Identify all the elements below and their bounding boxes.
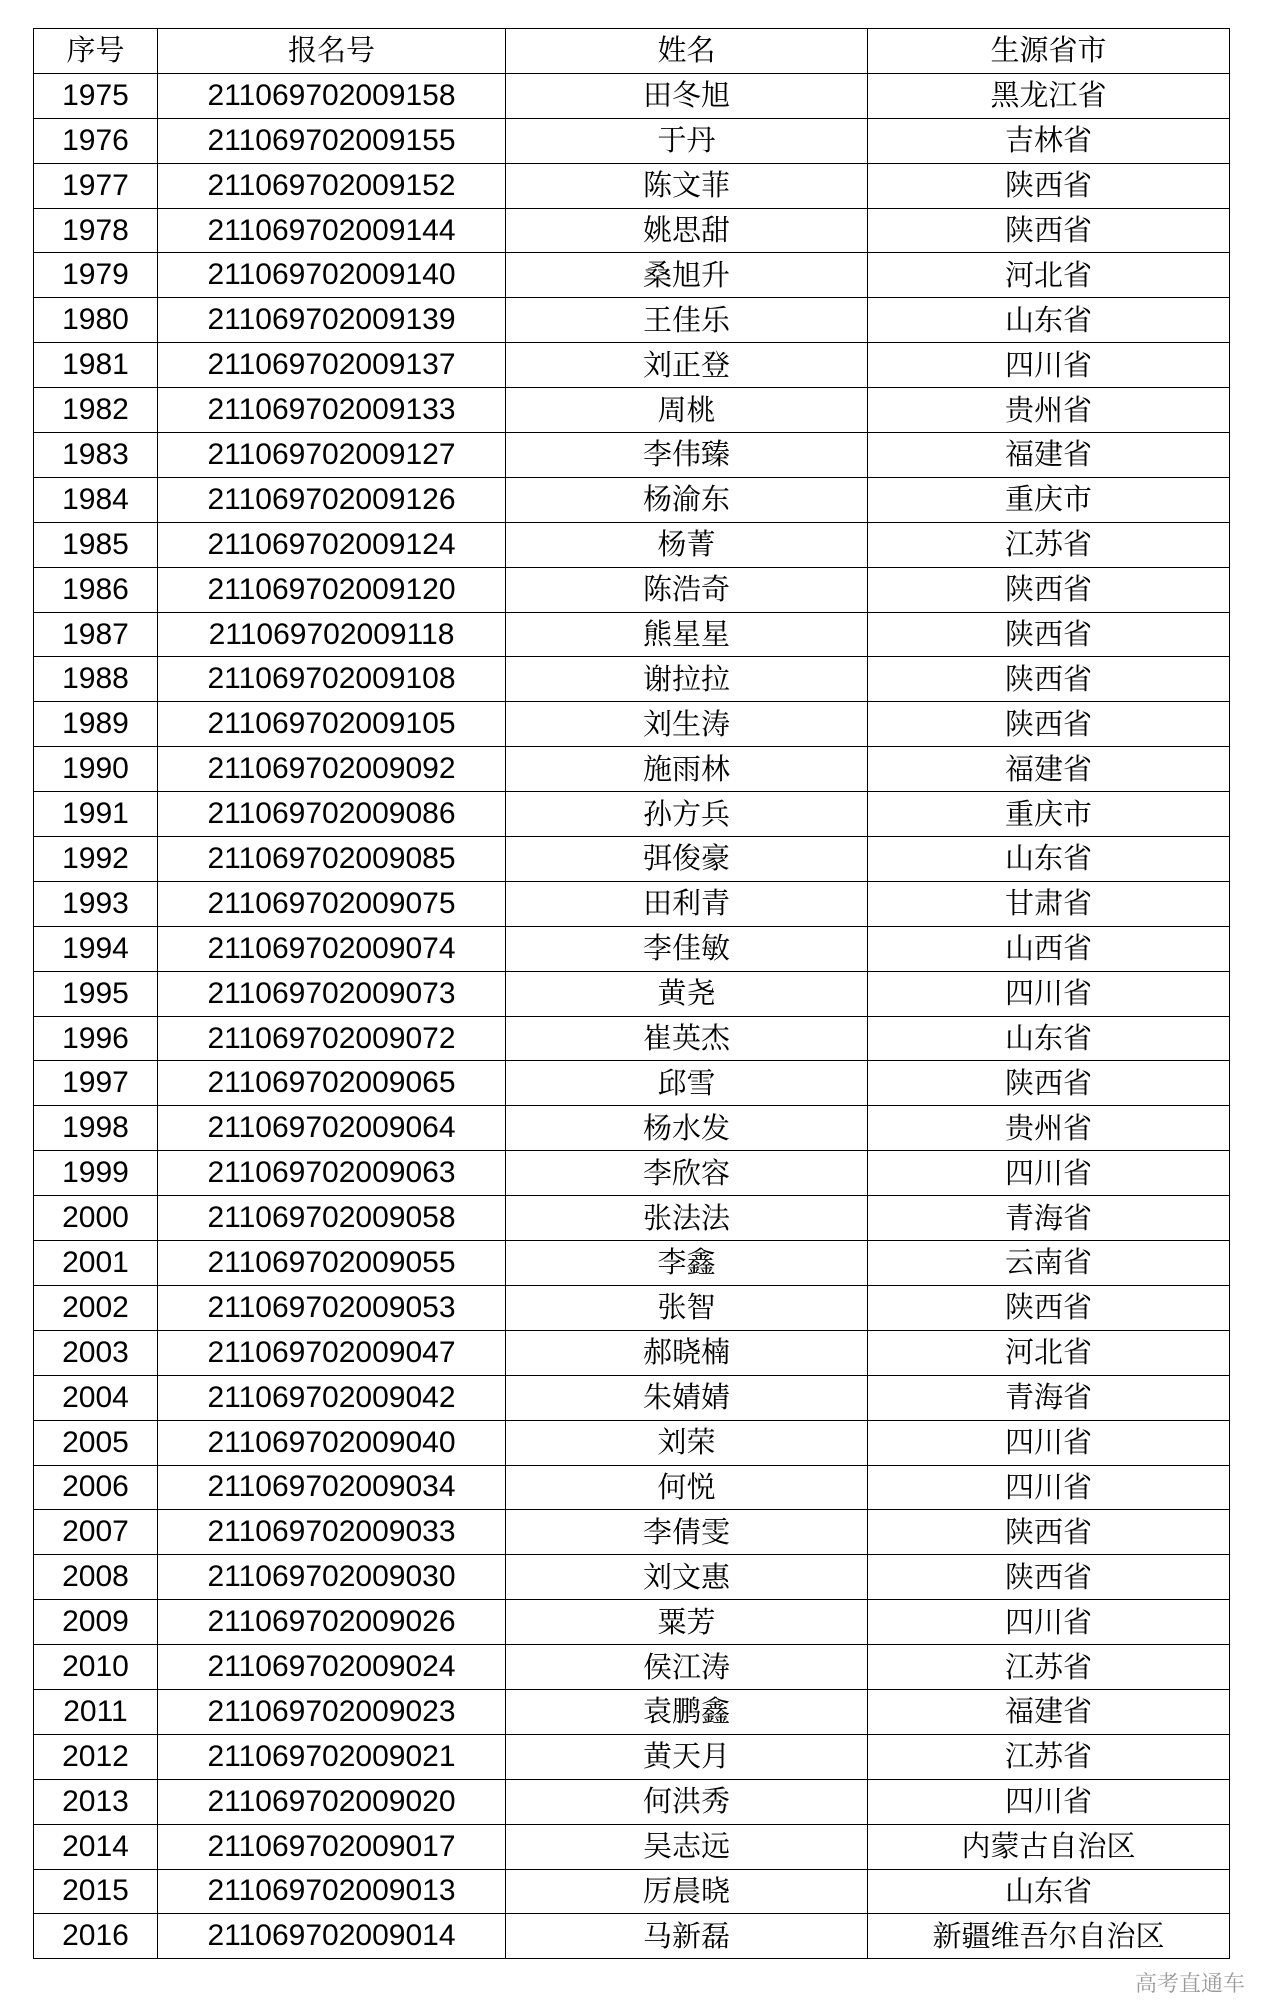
serial-cell: 1975 — [34, 73, 158, 118]
province-cell: 山东省 — [868, 298, 1230, 343]
serial-cell: 1996 — [34, 1016, 158, 1061]
province-cell: 陕西省 — [868, 208, 1230, 253]
registration-number-cell: 211069702009026 — [158, 1600, 506, 1645]
serial-cell: 1981 — [34, 343, 158, 388]
province-cell: 新疆维吾尔自治区 — [868, 1914, 1230, 1959]
serial-cell: 1999 — [34, 1151, 158, 1196]
table-row — [34, 1330, 1230, 1375]
serial-cell: 1997 — [34, 1061, 158, 1106]
name-cell: 马新磊 — [506, 1914, 868, 1959]
province-cell: 江苏省 — [868, 1734, 1230, 1779]
name-cell: 田冬旭 — [506, 73, 868, 118]
table-row — [34, 1241, 1230, 1286]
name-cell: 李鑫 — [506, 1241, 868, 1286]
province-cell: 四川省 — [868, 1465, 1230, 1510]
registration-number-cell: 211069702009030 — [158, 1555, 506, 1600]
table-row — [34, 522, 1230, 567]
serial-cell: 1979 — [34, 253, 158, 298]
serial-cell: 2012 — [34, 1734, 158, 1779]
province-cell: 青海省 — [868, 1196, 1230, 1241]
table-row — [34, 1555, 1230, 1600]
serial-cell: 2004 — [34, 1375, 158, 1420]
table-row — [34, 477, 1230, 522]
serial-cell: 2003 — [34, 1330, 158, 1375]
serial-cell: 1988 — [34, 657, 158, 702]
province-cell: 陕西省 — [868, 1285, 1230, 1330]
name-cell: 李伟臻 — [506, 433, 868, 478]
province-cell: 河北省 — [868, 253, 1230, 298]
serial-cell: 2009 — [34, 1600, 158, 1645]
province-cell: 四川省 — [868, 1779, 1230, 1824]
serial-cell: 1993 — [34, 881, 158, 926]
table-row — [34, 1151, 1230, 1196]
name-cell: 黄尧 — [506, 971, 868, 1016]
province-cell: 云南省 — [868, 1241, 1230, 1286]
registration-number-cell: 211069702009152 — [158, 163, 506, 208]
header-serial: 序号 — [34, 29, 158, 74]
province-cell: 陕西省 — [868, 1555, 1230, 1600]
registration-number-cell: 211069702009140 — [158, 253, 506, 298]
name-cell: 邱雪 — [506, 1061, 868, 1106]
province-cell: 山西省 — [868, 926, 1230, 971]
registration-number-cell: 211069702009033 — [158, 1510, 506, 1555]
serial-cell: 1986 — [34, 567, 158, 612]
province-cell: 重庆市 — [868, 477, 1230, 522]
name-cell: 刘正登 — [506, 343, 868, 388]
registration-number-cell: 211069702009126 — [158, 477, 506, 522]
registration-number-cell: 211069702009055 — [158, 1241, 506, 1286]
table-row — [34, 926, 1230, 971]
registration-number-cell: 211069702009120 — [158, 567, 506, 612]
table-row — [34, 343, 1230, 388]
registration-number-cell: 211069702009075 — [158, 881, 506, 926]
table-header-row — [34, 29, 1230, 74]
province-cell: 贵州省 — [868, 1106, 1230, 1151]
registration-number-cell: 211069702009074 — [158, 926, 506, 971]
name-cell: 张法法 — [506, 1196, 868, 1241]
name-cell: 姚思甜 — [506, 208, 868, 253]
province-cell: 福建省 — [868, 433, 1230, 478]
table-row — [34, 1824, 1230, 1869]
table-body — [34, 73, 1230, 1958]
name-cell: 熊星星 — [506, 612, 868, 657]
province-cell: 重庆市 — [868, 792, 1230, 837]
table-row — [34, 837, 1230, 882]
registration-number-cell: 211069702009065 — [158, 1061, 506, 1106]
registration-number-cell: 211069702009072 — [158, 1016, 506, 1061]
registration-number-cell: 211069702009105 — [158, 702, 506, 747]
province-cell: 贵州省 — [868, 388, 1230, 433]
name-cell: 袁鹏鑫 — [506, 1689, 868, 1734]
province-cell: 甘肃省 — [868, 881, 1230, 926]
table-row — [34, 73, 1230, 118]
admission-list-table — [33, 28, 1230, 1959]
header-registration-number: 报名号 — [158, 29, 506, 74]
serial-cell: 1987 — [34, 612, 158, 657]
province-cell: 四川省 — [868, 971, 1230, 1016]
province-cell: 四川省 — [868, 1420, 1230, 1465]
table-row — [34, 1061, 1230, 1106]
table-row — [34, 1689, 1230, 1734]
province-cell: 四川省 — [868, 343, 1230, 388]
registration-number-cell: 211069702009086 — [158, 792, 506, 837]
name-cell: 王佳乐 — [506, 298, 868, 343]
province-cell: 黑龙江省 — [868, 73, 1230, 118]
serial-cell: 1985 — [34, 522, 158, 567]
serial-cell: 2006 — [34, 1465, 158, 1510]
registration-number-cell: 211069702009124 — [158, 522, 506, 567]
table-row — [34, 567, 1230, 612]
serial-cell: 1994 — [34, 926, 158, 971]
serial-cell: 2010 — [34, 1645, 158, 1690]
table-row — [34, 792, 1230, 837]
table-row — [34, 163, 1230, 208]
name-cell: 李欣容 — [506, 1151, 868, 1196]
table-row — [34, 747, 1230, 792]
serial-cell: 2016 — [34, 1914, 158, 1959]
province-cell: 四川省 — [868, 1600, 1230, 1645]
name-cell: 粟芳 — [506, 1600, 868, 1645]
registration-number-cell: 211069702009063 — [158, 1151, 506, 1196]
name-cell: 杨菁 — [506, 522, 868, 567]
table-row — [34, 971, 1230, 1016]
province-cell: 江苏省 — [868, 522, 1230, 567]
name-cell: 杨渝东 — [506, 477, 868, 522]
serial-cell: 1989 — [34, 702, 158, 747]
serial-cell: 2014 — [34, 1824, 158, 1869]
serial-cell: 1991 — [34, 792, 158, 837]
name-cell: 陈浩奇 — [506, 567, 868, 612]
serial-cell: 1984 — [34, 477, 158, 522]
serial-cell: 1992 — [34, 837, 158, 882]
registration-number-cell: 211069702009042 — [158, 1375, 506, 1420]
registration-number-cell: 211069702009023 — [158, 1689, 506, 1734]
province-cell: 陕西省 — [868, 1510, 1230, 1555]
registration-number-cell: 211069702009020 — [158, 1779, 506, 1824]
registration-number-cell: 211069702009034 — [158, 1465, 506, 1510]
province-cell: 山东省 — [868, 1869, 1230, 1914]
name-cell: 周桃 — [506, 388, 868, 433]
name-cell: 刘荣 — [506, 1420, 868, 1465]
name-cell: 厉晨晓 — [506, 1869, 868, 1914]
header-province: 生源省市 — [868, 29, 1230, 74]
serial-cell: 2000 — [34, 1196, 158, 1241]
table-row — [34, 1914, 1230, 1959]
table-row — [34, 1869, 1230, 1914]
table-row — [34, 702, 1230, 747]
name-cell: 郝晓楠 — [506, 1330, 868, 1375]
registration-number-cell: 211069702009118 — [158, 612, 506, 657]
header-name: 姓名 — [506, 29, 868, 74]
serial-cell: 1980 — [34, 298, 158, 343]
name-cell: 陈文菲 — [506, 163, 868, 208]
serial-cell: 1983 — [34, 433, 158, 478]
province-cell: 山东省 — [868, 837, 1230, 882]
registration-number-cell: 211069702009073 — [158, 971, 506, 1016]
table-row — [34, 388, 1230, 433]
serial-cell: 2007 — [34, 1510, 158, 1555]
table-row — [34, 1106, 1230, 1151]
name-cell: 谢拉拉 — [506, 657, 868, 702]
registration-number-cell: 211069702009058 — [158, 1196, 506, 1241]
name-cell: 吴志远 — [506, 1824, 868, 1869]
province-cell: 陕西省 — [868, 657, 1230, 702]
serial-cell: 2015 — [34, 1869, 158, 1914]
registration-number-cell: 211069702009047 — [158, 1330, 506, 1375]
province-cell: 陕西省 — [868, 612, 1230, 657]
province-cell: 内蒙古自治区 — [868, 1824, 1230, 1869]
serial-cell: 2008 — [34, 1555, 158, 1600]
serial-cell: 1977 — [34, 163, 158, 208]
registration-number-cell: 211069702009085 — [158, 837, 506, 882]
table-row — [34, 1645, 1230, 1690]
name-cell: 刘生涛 — [506, 702, 868, 747]
name-cell: 张智 — [506, 1285, 868, 1330]
table-row — [34, 433, 1230, 478]
serial-cell: 1976 — [34, 118, 158, 163]
registration-number-cell: 211069702009021 — [158, 1734, 506, 1779]
table-row — [34, 208, 1230, 253]
table-row — [34, 1420, 1230, 1465]
table-row — [34, 1375, 1230, 1420]
table-row — [34, 1779, 1230, 1824]
name-cell: 施雨林 — [506, 747, 868, 792]
serial-cell: 1982 — [34, 388, 158, 433]
name-cell: 何洪秀 — [506, 1779, 868, 1824]
table-row — [34, 1285, 1230, 1330]
name-cell: 李倩雯 — [506, 1510, 868, 1555]
name-cell: 朱婧婧 — [506, 1375, 868, 1420]
registration-number-cell: 211069702009064 — [158, 1106, 506, 1151]
name-cell: 侯江涛 — [506, 1645, 868, 1690]
registration-number-cell: 211069702009139 — [158, 298, 506, 343]
registration-number-cell: 211069702009040 — [158, 1420, 506, 1465]
province-cell: 吉林省 — [868, 118, 1230, 163]
table-row — [34, 298, 1230, 343]
name-cell: 桑旭升 — [506, 253, 868, 298]
name-cell: 李佳敏 — [506, 926, 868, 971]
registration-number-cell: 211069702009127 — [158, 433, 506, 478]
table-row — [34, 657, 1230, 702]
registration-number-cell: 211069702009024 — [158, 1645, 506, 1690]
province-cell: 陕西省 — [868, 702, 1230, 747]
name-cell: 崔英杰 — [506, 1016, 868, 1061]
province-cell: 青海省 — [868, 1375, 1230, 1420]
table-row — [34, 1734, 1230, 1779]
name-cell: 田利青 — [506, 881, 868, 926]
province-cell: 江苏省 — [868, 1645, 1230, 1690]
province-cell: 陕西省 — [868, 1061, 1230, 1106]
table-row — [34, 612, 1230, 657]
table-row — [34, 1016, 1230, 1061]
name-cell: 弭俊豪 — [506, 837, 868, 882]
province-cell: 福建省 — [868, 747, 1230, 792]
registration-number-cell: 211069702009013 — [158, 1869, 506, 1914]
serial-cell: 2001 — [34, 1241, 158, 1286]
registration-number-cell: 211069702009017 — [158, 1824, 506, 1869]
registration-number-cell: 211069702009144 — [158, 208, 506, 253]
table-row — [34, 1510, 1230, 1555]
registration-number-cell: 211069702009133 — [158, 388, 506, 433]
province-cell: 福建省 — [868, 1689, 1230, 1734]
table-row — [34, 1600, 1230, 1645]
table-row — [34, 118, 1230, 163]
table-row — [34, 881, 1230, 926]
name-cell: 于丹 — [506, 118, 868, 163]
registration-number-cell: 211069702009092 — [158, 747, 506, 792]
registration-number-cell: 211069702009108 — [158, 657, 506, 702]
serial-cell: 1978 — [34, 208, 158, 253]
name-cell: 孙方兵 — [506, 792, 868, 837]
serial-cell: 2002 — [34, 1285, 158, 1330]
serial-cell: 2005 — [34, 1420, 158, 1465]
serial-cell: 2013 — [34, 1779, 158, 1824]
serial-cell: 1995 — [34, 971, 158, 1016]
name-cell: 黄天月 — [506, 1734, 868, 1779]
province-cell: 四川省 — [868, 1151, 1230, 1196]
registration-number-cell: 211069702009014 — [158, 1914, 506, 1959]
name-cell: 刘文惠 — [506, 1555, 868, 1600]
registration-number-cell: 211069702009158 — [158, 73, 506, 118]
registration-number-cell: 211069702009137 — [158, 343, 506, 388]
name-cell: 杨水发 — [506, 1106, 868, 1151]
table-row — [34, 1465, 1230, 1510]
serial-cell: 1990 — [34, 747, 158, 792]
registration-number-cell: 211069702009053 — [158, 1285, 506, 1330]
table-row — [34, 253, 1230, 298]
name-cell: 何悦 — [506, 1465, 868, 1510]
registration-number-cell: 211069702009155 — [158, 118, 506, 163]
serial-cell: 1998 — [34, 1106, 158, 1151]
province-cell: 陕西省 — [868, 567, 1230, 612]
province-cell: 河北省 — [868, 1330, 1230, 1375]
serial-cell: 2011 — [34, 1689, 158, 1734]
province-cell: 山东省 — [868, 1016, 1230, 1061]
watermark: 高考直通车 — [1134, 1972, 1245, 1997]
table-row — [34, 1196, 1230, 1241]
province-cell: 陕西省 — [868, 163, 1230, 208]
